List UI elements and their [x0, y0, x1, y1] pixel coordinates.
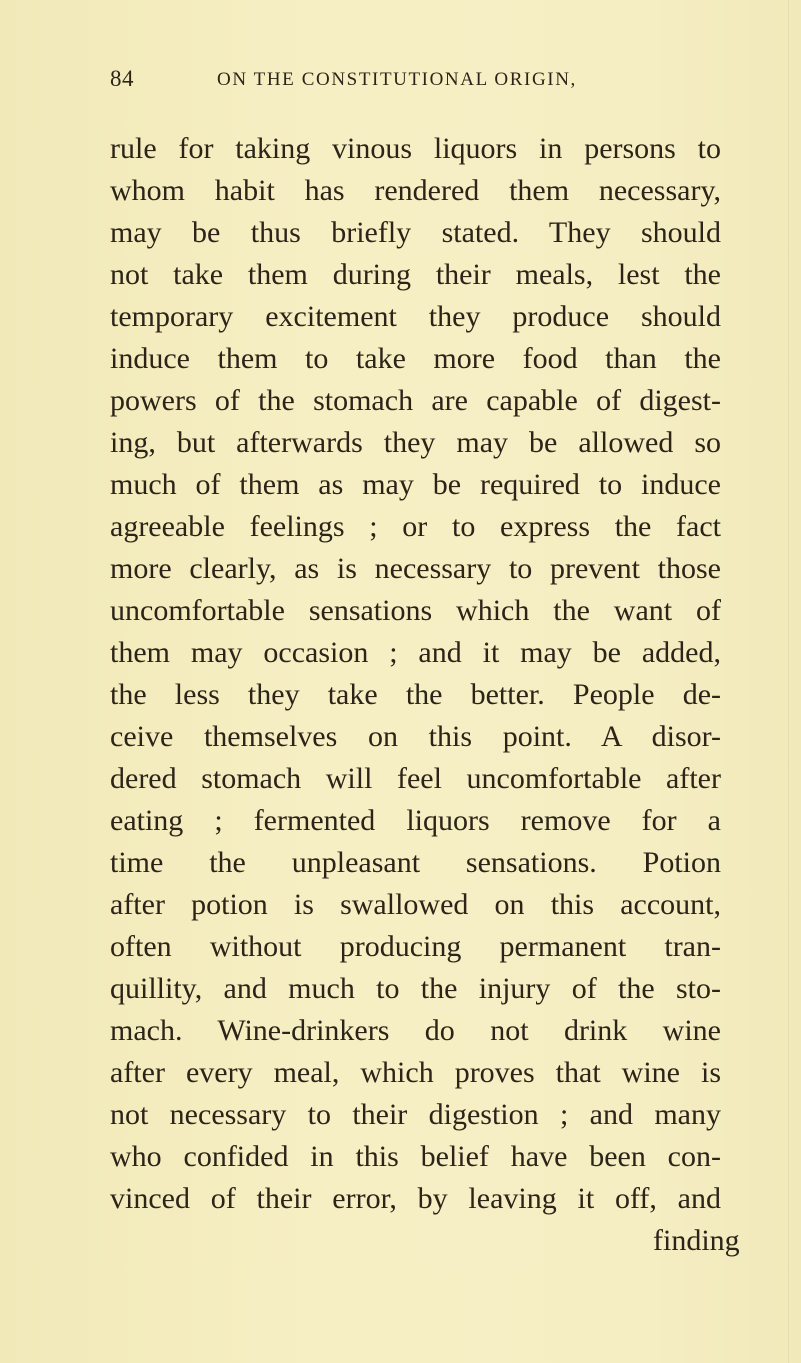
page-number: 84 — [110, 66, 134, 91]
text-line: who confided in this belief have been con- — [110, 1140, 721, 1173]
text-line: after potion is swallowed on this account, — [110, 888, 721, 921]
text-line: the less they take the better. People de- — [110, 678, 721, 711]
text-line: whom habit has rendered them necessary, — [110, 174, 721, 207]
text-line: them may occasion ; and it may be added, — [110, 636, 721, 669]
text-line: uncomfortable sensations which the want of — [110, 594, 721, 627]
text-line: agreeable feelings ; or to express the fact — [110, 510, 721, 543]
text-line: dered stomach will feel uncomfortable after — [110, 762, 721, 795]
text-line: not necessary to their digestion ; and many — [110, 1098, 721, 1131]
text-line: ceive themselves on this point. A disor- — [110, 720, 721, 753]
running-title: ON THE CONSTITUTIONAL ORIGIN, — [217, 69, 577, 90]
text-line: vinced of their error, by leaving it off, and — [110, 1182, 721, 1215]
text-line: induce them to take more food than the — [110, 342, 721, 375]
text-line: time the unpleasant sensations. Potion — [110, 846, 721, 879]
text-line: after every meal, which proves that wine is — [110, 1056, 721, 1089]
text-line: eating ; fermented liquors remove for a — [110, 804, 721, 837]
text-line: temporary excitement they produce should — [110, 300, 721, 333]
text-line: not take them during their meals, lest the — [110, 258, 721, 291]
text-line: mach. Wine-drinkers do not drink wine — [110, 1014, 721, 1047]
text-line: rule for taking vinous liquors in persons to — [110, 132, 721, 165]
text-line: more clearly, as is necessary to prevent those — [110, 552, 721, 585]
text-line: often without producing permanent tran- — [110, 930, 721, 963]
page-header — [0, 66, 801, 100]
text-line: powers of the stomach are capable of digest- — [110, 384, 721, 417]
text-line: may be thus briefly stated. They should — [110, 216, 721, 249]
page-edge — [788, 0, 789, 1363]
text-line: ing, but afterwards they may be allowed so — [110, 426, 721, 459]
text-line: much of them as may be required to induce — [110, 468, 721, 501]
text-line: quillity, and much to the injury of the sto- — [110, 972, 721, 1005]
catchword: finding — [653, 1224, 740, 1257]
